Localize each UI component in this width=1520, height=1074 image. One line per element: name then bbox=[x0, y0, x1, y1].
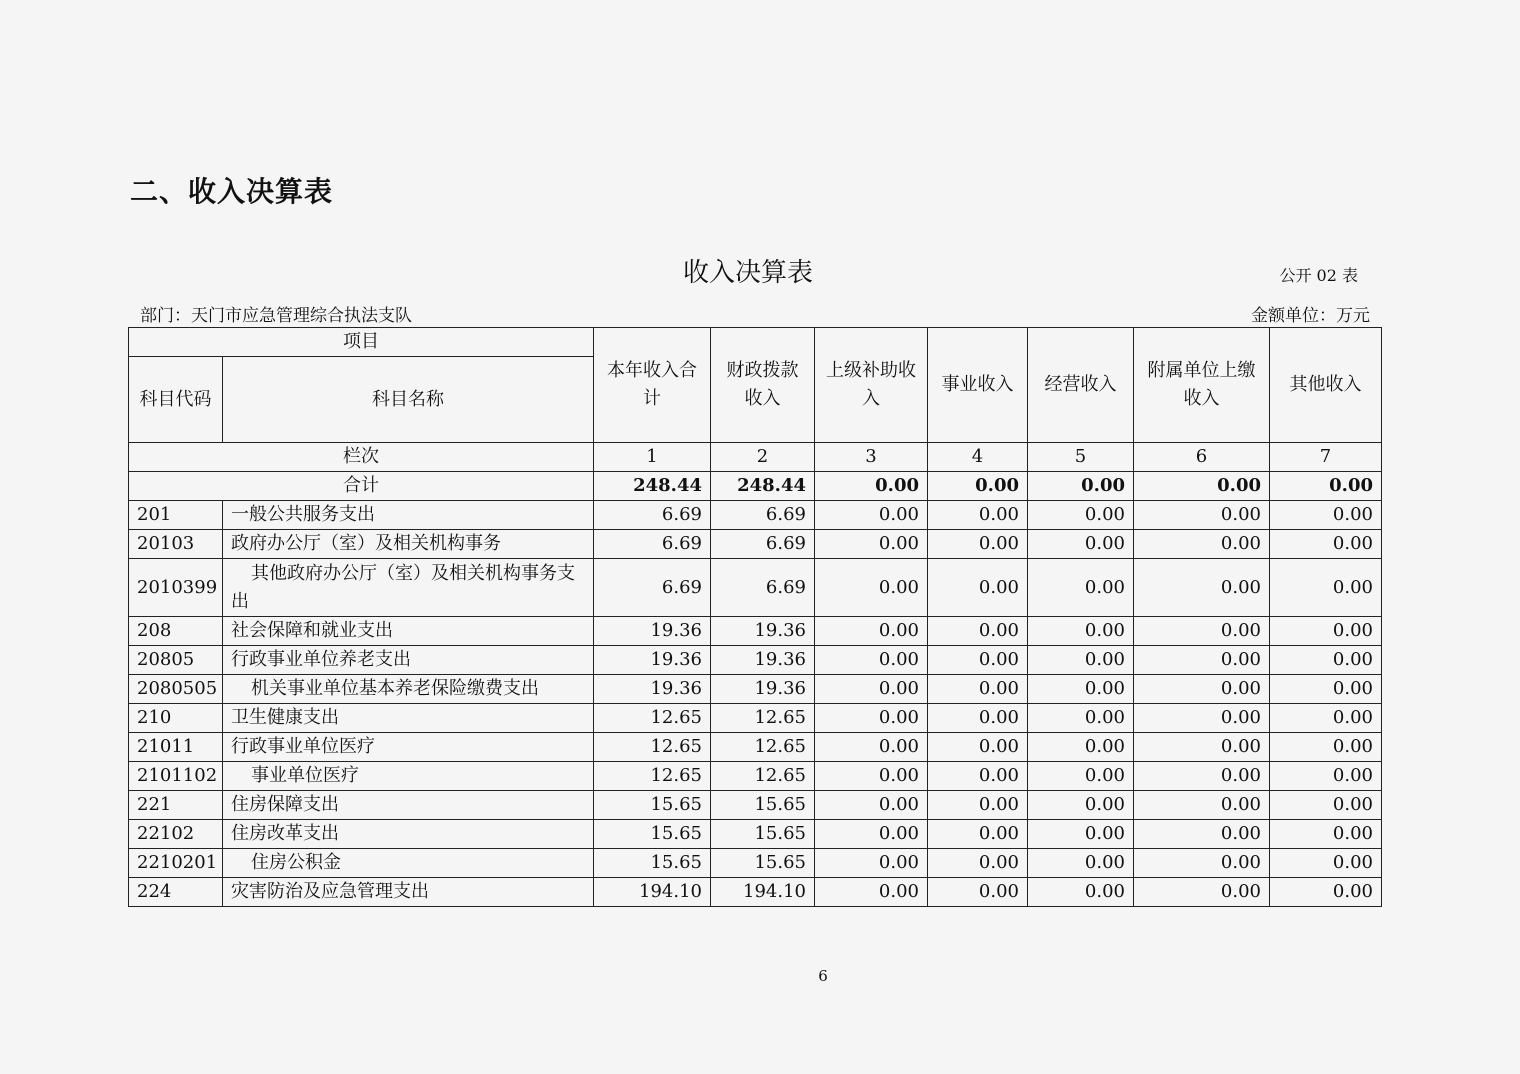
subject-name: 一般公共服务支出 bbox=[223, 501, 594, 530]
amount-cell: 0.00 bbox=[1270, 762, 1382, 791]
amount-cell: 0.00 bbox=[1028, 675, 1134, 704]
subject-name: 灾害防治及应急管理支出 bbox=[223, 878, 594, 907]
table-row bbox=[129, 849, 1382, 878]
header-col2: 财政拨款收入 bbox=[711, 328, 815, 443]
amount-cell: 0.00 bbox=[815, 501, 928, 530]
amount-cell: 6.69 bbox=[594, 530, 711, 559]
row-number: 1 bbox=[594, 443, 711, 472]
amount-cell: 0.00 bbox=[1270, 820, 1382, 849]
total-value: 0.00 bbox=[928, 472, 1028, 501]
amount-cell: 0.00 bbox=[1134, 675, 1270, 704]
amount-cell: 0.00 bbox=[815, 646, 928, 675]
table-row bbox=[129, 878, 1382, 907]
subject-name: 住房改革支出 bbox=[223, 820, 594, 849]
amount-cell: 0.00 bbox=[815, 530, 928, 559]
amount-cell: 0.00 bbox=[1134, 646, 1270, 675]
subject-name: 住房公积金 bbox=[223, 849, 594, 878]
table-row bbox=[129, 791, 1382, 820]
amount-cell: 15.65 bbox=[711, 849, 815, 878]
table-number: 公开 02 表 bbox=[1279, 266, 1358, 285]
subject-code: 2010399 bbox=[129, 559, 223, 617]
subject-code: 224 bbox=[129, 878, 223, 907]
subject-name: 其他政府办公厅（室）及相关机构事务支出 bbox=[223, 559, 594, 617]
amount-cell: 19.36 bbox=[594, 617, 711, 646]
subject-code: 210 bbox=[129, 704, 223, 733]
subject-name: 行政事业单位医疗 bbox=[223, 733, 594, 762]
amount-cell: 12.65 bbox=[711, 733, 815, 762]
amount-cell: 12.65 bbox=[594, 704, 711, 733]
amount-cell: 0.00 bbox=[1028, 849, 1134, 878]
amount-cell: 0.00 bbox=[1270, 791, 1382, 820]
subject-code: 201 bbox=[129, 501, 223, 530]
subject-name: 政府办公厅（室）及相关机构事务 bbox=[223, 530, 594, 559]
subject-code: 20103 bbox=[129, 530, 223, 559]
amount-cell: 0.00 bbox=[928, 878, 1028, 907]
amount-cell: 0.00 bbox=[928, 675, 1028, 704]
department-label: 部门：天门市应急管理综合执法支队 bbox=[140, 306, 412, 326]
amount-cell: 6.69 bbox=[594, 559, 711, 617]
amount-cell: 19.36 bbox=[594, 646, 711, 675]
table-row bbox=[129, 704, 1382, 733]
amount-cell: 0.00 bbox=[1270, 878, 1382, 907]
header-col1: 本年收入合计 bbox=[594, 328, 711, 443]
amount-cell: 0.00 bbox=[1134, 617, 1270, 646]
row-number: 4 bbox=[928, 443, 1028, 472]
amount-cell: 0.00 bbox=[928, 530, 1028, 559]
amount-cell: 0.00 bbox=[928, 733, 1028, 762]
header-col5: 经营收入 bbox=[1028, 328, 1134, 443]
amount-cell: 0.00 bbox=[1028, 501, 1134, 530]
amount-cell: 6.69 bbox=[711, 530, 815, 559]
header-col3: 上级补助收入 bbox=[815, 328, 928, 443]
amount-cell: 0.00 bbox=[815, 559, 928, 617]
amount-cell: 0.00 bbox=[1134, 559, 1270, 617]
total-value: 0.00 bbox=[815, 472, 928, 501]
amount-cell: 0.00 bbox=[1028, 878, 1134, 907]
amount-cell: 0.00 bbox=[928, 849, 1028, 878]
amount-cell: 0.00 bbox=[1270, 704, 1382, 733]
amount-cell: 0.00 bbox=[1028, 704, 1134, 733]
subject-name: 住房保障支出 bbox=[223, 791, 594, 820]
subject-code: 221 bbox=[129, 791, 223, 820]
row-number-label: 栏次 bbox=[129, 443, 594, 472]
subject-name: 机关事业单位基本养老保险缴费支出 bbox=[223, 675, 594, 704]
amount-cell: 15.65 bbox=[594, 849, 711, 878]
amount-cell: 0.00 bbox=[1134, 878, 1270, 907]
total-value: 248.44 bbox=[711, 472, 815, 501]
amount-cell: 0.00 bbox=[1028, 559, 1134, 617]
table-row bbox=[129, 646, 1382, 675]
subject-code: 2080505 bbox=[129, 675, 223, 704]
subject-code: 2101102 bbox=[129, 762, 223, 791]
amount-cell: 0.00 bbox=[815, 704, 928, 733]
amount-cell: 0.00 bbox=[815, 733, 928, 762]
amount-cell: 6.69 bbox=[711, 559, 815, 617]
table-row bbox=[129, 617, 1382, 646]
row-number: 2 bbox=[711, 443, 815, 472]
table-row bbox=[129, 733, 1382, 762]
table-row bbox=[129, 675, 1382, 704]
amount-cell: 0.00 bbox=[1270, 559, 1382, 617]
amount-cell: 0.00 bbox=[1028, 617, 1134, 646]
amount-cell: 0.00 bbox=[1270, 501, 1382, 530]
amount-cell: 0.00 bbox=[928, 617, 1028, 646]
subject-code: 20805 bbox=[129, 646, 223, 675]
table-row bbox=[129, 559, 1382, 617]
amount-cell: 0.00 bbox=[1270, 617, 1382, 646]
amount-cell: 0.00 bbox=[1134, 530, 1270, 559]
amount-cell: 0.00 bbox=[1270, 530, 1382, 559]
table-row bbox=[129, 501, 1382, 530]
amount-cell: 12.65 bbox=[594, 733, 711, 762]
amount-cell: 0.00 bbox=[928, 820, 1028, 849]
amount-cell: 12.65 bbox=[594, 762, 711, 791]
total-label: 合计 bbox=[129, 472, 594, 501]
subject-code: 208 bbox=[129, 617, 223, 646]
amount-cell: 0.00 bbox=[1028, 530, 1134, 559]
amount-cell: 0.00 bbox=[1134, 704, 1270, 733]
amount-cell: 15.65 bbox=[594, 820, 711, 849]
amount-cell: 0.00 bbox=[1134, 820, 1270, 849]
header-row bbox=[129, 328, 1382, 357]
subject-name: 卫生健康支出 bbox=[223, 704, 594, 733]
amount-cell: 0.00 bbox=[928, 559, 1028, 617]
table-title: 收入决算表 bbox=[682, 258, 813, 288]
section-heading: 二、收入决算表 bbox=[130, 175, 334, 208]
amount-cell: 0.00 bbox=[1134, 791, 1270, 820]
amount-unit-label: 金额单位：万元 bbox=[1251, 306, 1370, 326]
row-number: 7 bbox=[1270, 443, 1382, 472]
amount-cell: 0.00 bbox=[1134, 849, 1270, 878]
amount-cell: 12.65 bbox=[711, 704, 815, 733]
amount-cell: 19.36 bbox=[594, 675, 711, 704]
amount-cell: 0.00 bbox=[928, 762, 1028, 791]
amount-cell: 12.65 bbox=[711, 762, 815, 791]
amount-cell: 0.00 bbox=[1134, 762, 1270, 791]
amount-cell: 15.65 bbox=[594, 791, 711, 820]
subject-name: 事业单位医疗 bbox=[223, 762, 594, 791]
amount-cell: 0.00 bbox=[1028, 733, 1134, 762]
page-number: 6 bbox=[818, 967, 828, 985]
amount-cell: 0.00 bbox=[1028, 791, 1134, 820]
amount-cell: 0.00 bbox=[1028, 762, 1134, 791]
table-row bbox=[129, 762, 1382, 791]
amount-cell: 0.00 bbox=[815, 617, 928, 646]
amount-cell: 0.00 bbox=[815, 762, 928, 791]
row-number-row bbox=[129, 443, 1382, 472]
header-col6: 附属单位上缴收入 bbox=[1134, 328, 1270, 443]
amount-cell: 0.00 bbox=[1270, 849, 1382, 878]
amount-cell: 0.00 bbox=[928, 501, 1028, 530]
amount-cell: 15.65 bbox=[711, 791, 815, 820]
total-row bbox=[129, 472, 1382, 501]
amount-cell: 0.00 bbox=[1134, 733, 1270, 762]
header-code: 科目代码 bbox=[129, 357, 223, 443]
amount-cell: 0.00 bbox=[815, 675, 928, 704]
amount-cell: 0.00 bbox=[1134, 501, 1270, 530]
subject-name: 社会保障和就业支出 bbox=[223, 617, 594, 646]
row-number: 6 bbox=[1134, 443, 1270, 472]
subject-code: 21011 bbox=[129, 733, 223, 762]
amount-cell: 0.00 bbox=[1270, 733, 1382, 762]
amount-cell: 194.10 bbox=[594, 878, 711, 907]
amount-cell: 194.10 bbox=[711, 878, 815, 907]
income-table bbox=[128, 327, 1382, 907]
amount-cell: 0.00 bbox=[815, 820, 928, 849]
subject-name: 行政事业单位养老支出 bbox=[223, 646, 594, 675]
amount-cell: 0.00 bbox=[815, 791, 928, 820]
amount-cell: 6.69 bbox=[594, 501, 711, 530]
table-row bbox=[129, 820, 1382, 849]
total-value: 0.00 bbox=[1270, 472, 1382, 501]
header-col4: 事业收入 bbox=[928, 328, 1028, 443]
header-item: 项目 bbox=[129, 328, 594, 357]
amount-cell: 0.00 bbox=[1028, 646, 1134, 675]
subject-code: 2210201 bbox=[129, 849, 223, 878]
subject-code: 22102 bbox=[129, 820, 223, 849]
amount-cell: 19.36 bbox=[711, 675, 815, 704]
header-name: 科目名称 bbox=[223, 357, 594, 443]
total-value: 248.44 bbox=[594, 472, 711, 501]
header-col7: 其他收入 bbox=[1270, 328, 1382, 443]
amount-cell: 19.36 bbox=[711, 617, 815, 646]
amount-cell: 0.00 bbox=[928, 791, 1028, 820]
amount-cell: 15.65 bbox=[711, 820, 815, 849]
amount-cell: 0.00 bbox=[928, 646, 1028, 675]
total-value: 0.00 bbox=[1028, 472, 1134, 501]
amount-cell: 19.36 bbox=[711, 646, 815, 675]
total-value: 0.00 bbox=[1134, 472, 1270, 501]
row-number: 5 bbox=[1028, 443, 1134, 472]
table-row bbox=[129, 530, 1382, 559]
row-number: 3 bbox=[815, 443, 928, 472]
amount-cell: 6.69 bbox=[711, 501, 815, 530]
amount-cell: 0.00 bbox=[815, 849, 928, 878]
amount-cell: 0.00 bbox=[815, 878, 928, 907]
amount-cell: 0.00 bbox=[1270, 675, 1382, 704]
amount-cell: 0.00 bbox=[1270, 646, 1382, 675]
amount-cell: 0.00 bbox=[1028, 820, 1134, 849]
amount-cell: 0.00 bbox=[928, 704, 1028, 733]
